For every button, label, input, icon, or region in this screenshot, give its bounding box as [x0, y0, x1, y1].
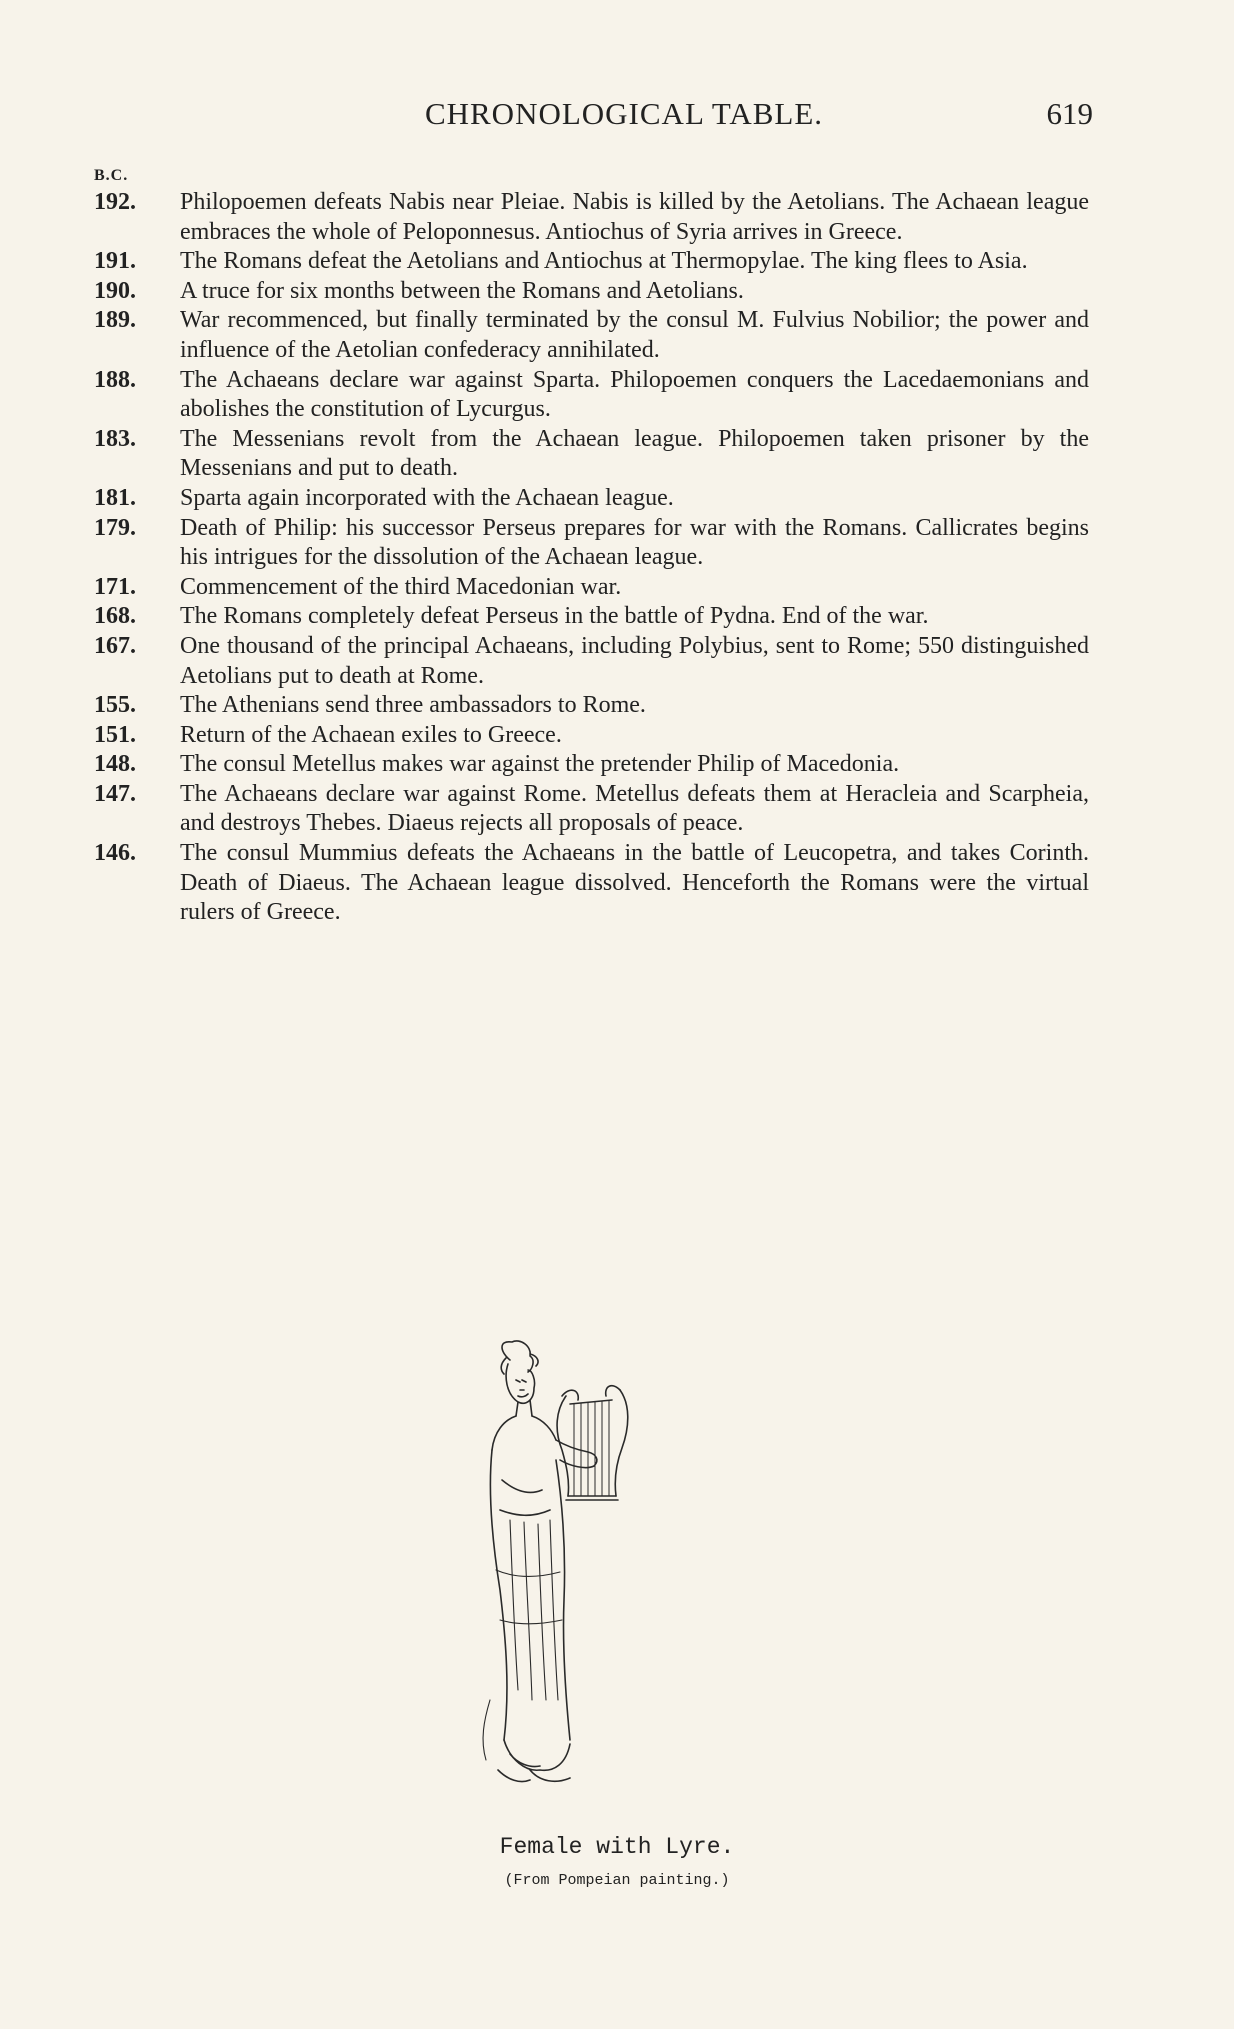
entry-text: A truce for six months between the Romans and Aetolians. [180, 277, 744, 304]
entry-year: 168. [94, 603, 136, 630]
era-label: B.C. [94, 167, 129, 184]
chronology-entry [94, 306, 1089, 365]
chronology-entry [94, 632, 1089, 691]
entry-text: The consul Metellus makes war against the pretender Philip of Macedonia. [180, 751, 900, 778]
chronology-entry [94, 721, 1089, 751]
entry-year: 188. [94, 366, 136, 393]
page-title: CHRONOLOGICAL TABLE. [424, 96, 824, 131]
entry-text: Return of the Achaean exiles to Greece. [180, 721, 562, 748]
entry-year: 189. [94, 307, 136, 334]
running-header [155, 96, 1093, 136]
entry-text: One thousand of the principal Achaeans, including Polybius, sent to Rome; 550 distinguished Aetolians put to death at Rome. [180, 632, 1089, 689]
figure-caption: Female with Lyre. [499, 1834, 735, 1860]
chronology-entry [94, 247, 1089, 277]
entry-text: The Romans completely defeat Perseus in the battle of Pydna. End of the war. [180, 603, 929, 630]
chronology-entry [94, 366, 1089, 425]
chronology-entry [94, 514, 1089, 573]
entry-year: 191. [94, 248, 136, 275]
chronology-entry [94, 839, 1089, 928]
entry-year: 155. [94, 692, 136, 719]
entry-text: The Achaeans declare war against Rome. Metellus defeats them at Heracleia and Scarpheia, and destroys Thebes. Diaeus rejects all proposals of peace. [180, 780, 1089, 837]
chronology-entry [94, 602, 1089, 632]
entry-text: The consul Mummius defeats the Achaeans in the battle of Leucopetra, and takes Corinth. Death of Diaeus. The Achaean league dissolved. Henceforth the Romans were the virtual rulers of Greece. [180, 840, 1089, 926]
entry-year: 147. [94, 780, 136, 807]
entry-text: Sparta again incorporated with the Achaean league. [180, 484, 674, 511]
entry-text: Death of Philip: his successor Perseus prepares for war with the Romans. Callicrates begins his intrigues for the dissolution of the Achaean league. [180, 514, 1089, 571]
chronology-entry [94, 780, 1089, 839]
entry-text: War recommenced, but finally terminated by the consul M. Fulvius Nobilior; the power and influence of the Aetolian confederacy annihilated. [180, 307, 1089, 363]
entry-year: 192. [94, 189, 136, 215]
entry-year: 146. [94, 840, 136, 867]
entry-text: Commencement of the third Macedonian war. [180, 573, 622, 600]
chronology-entry [94, 750, 1089, 780]
entry-year: 167. [94, 632, 136, 659]
chronology-entry [94, 484, 1089, 514]
entry-year: 171. [94, 573, 136, 600]
chronology-list [94, 188, 1089, 928]
chronology-entry [94, 573, 1089, 603]
entry-text: The Romans defeat the Aetolians and Antiochus at Thermopylae. The king flees to Asia. [180, 248, 1028, 275]
chronology-entry [94, 425, 1089, 484]
entry-year: 179. [94, 514, 136, 541]
entry-year: 151. [94, 721, 136, 748]
entry-text: The Athenians send three ambassadors to Rome. [180, 692, 646, 719]
entry-text: The Messenians revolt from the Achaean league. Philopoemen taken prisoner by the Messenians and put to death. [180, 425, 1089, 482]
entry-year: 183. [94, 425, 136, 452]
entry-year: 148. [94, 751, 136, 778]
chronology-entry [94, 277, 1089, 307]
entry-year: 181. [94, 484, 136, 511]
entry-year: 190. [94, 277, 136, 304]
entry-text: Philopoemen defeats Nabis near Pleiae. Nabis is killed by the Aetolians. The Achaean league embraces the whole of Peloponnesus. Antiochus of Syria arrives in Greece. [180, 189, 1089, 245]
female-with-lyre-illustration [470, 1340, 650, 1800]
entry-text: The Achaeans declare war against Sparta. Philopoemen conquers the Lacedaemonians and abolishes the constitution of Lycurgus. [180, 366, 1089, 423]
chronology-entry [94, 691, 1089, 721]
figure-source: (From Pompeian painting.) [504, 1872, 730, 1889]
chronology-entry [94, 188, 1089, 247]
page-number: 619 [1046, 96, 1093, 131]
